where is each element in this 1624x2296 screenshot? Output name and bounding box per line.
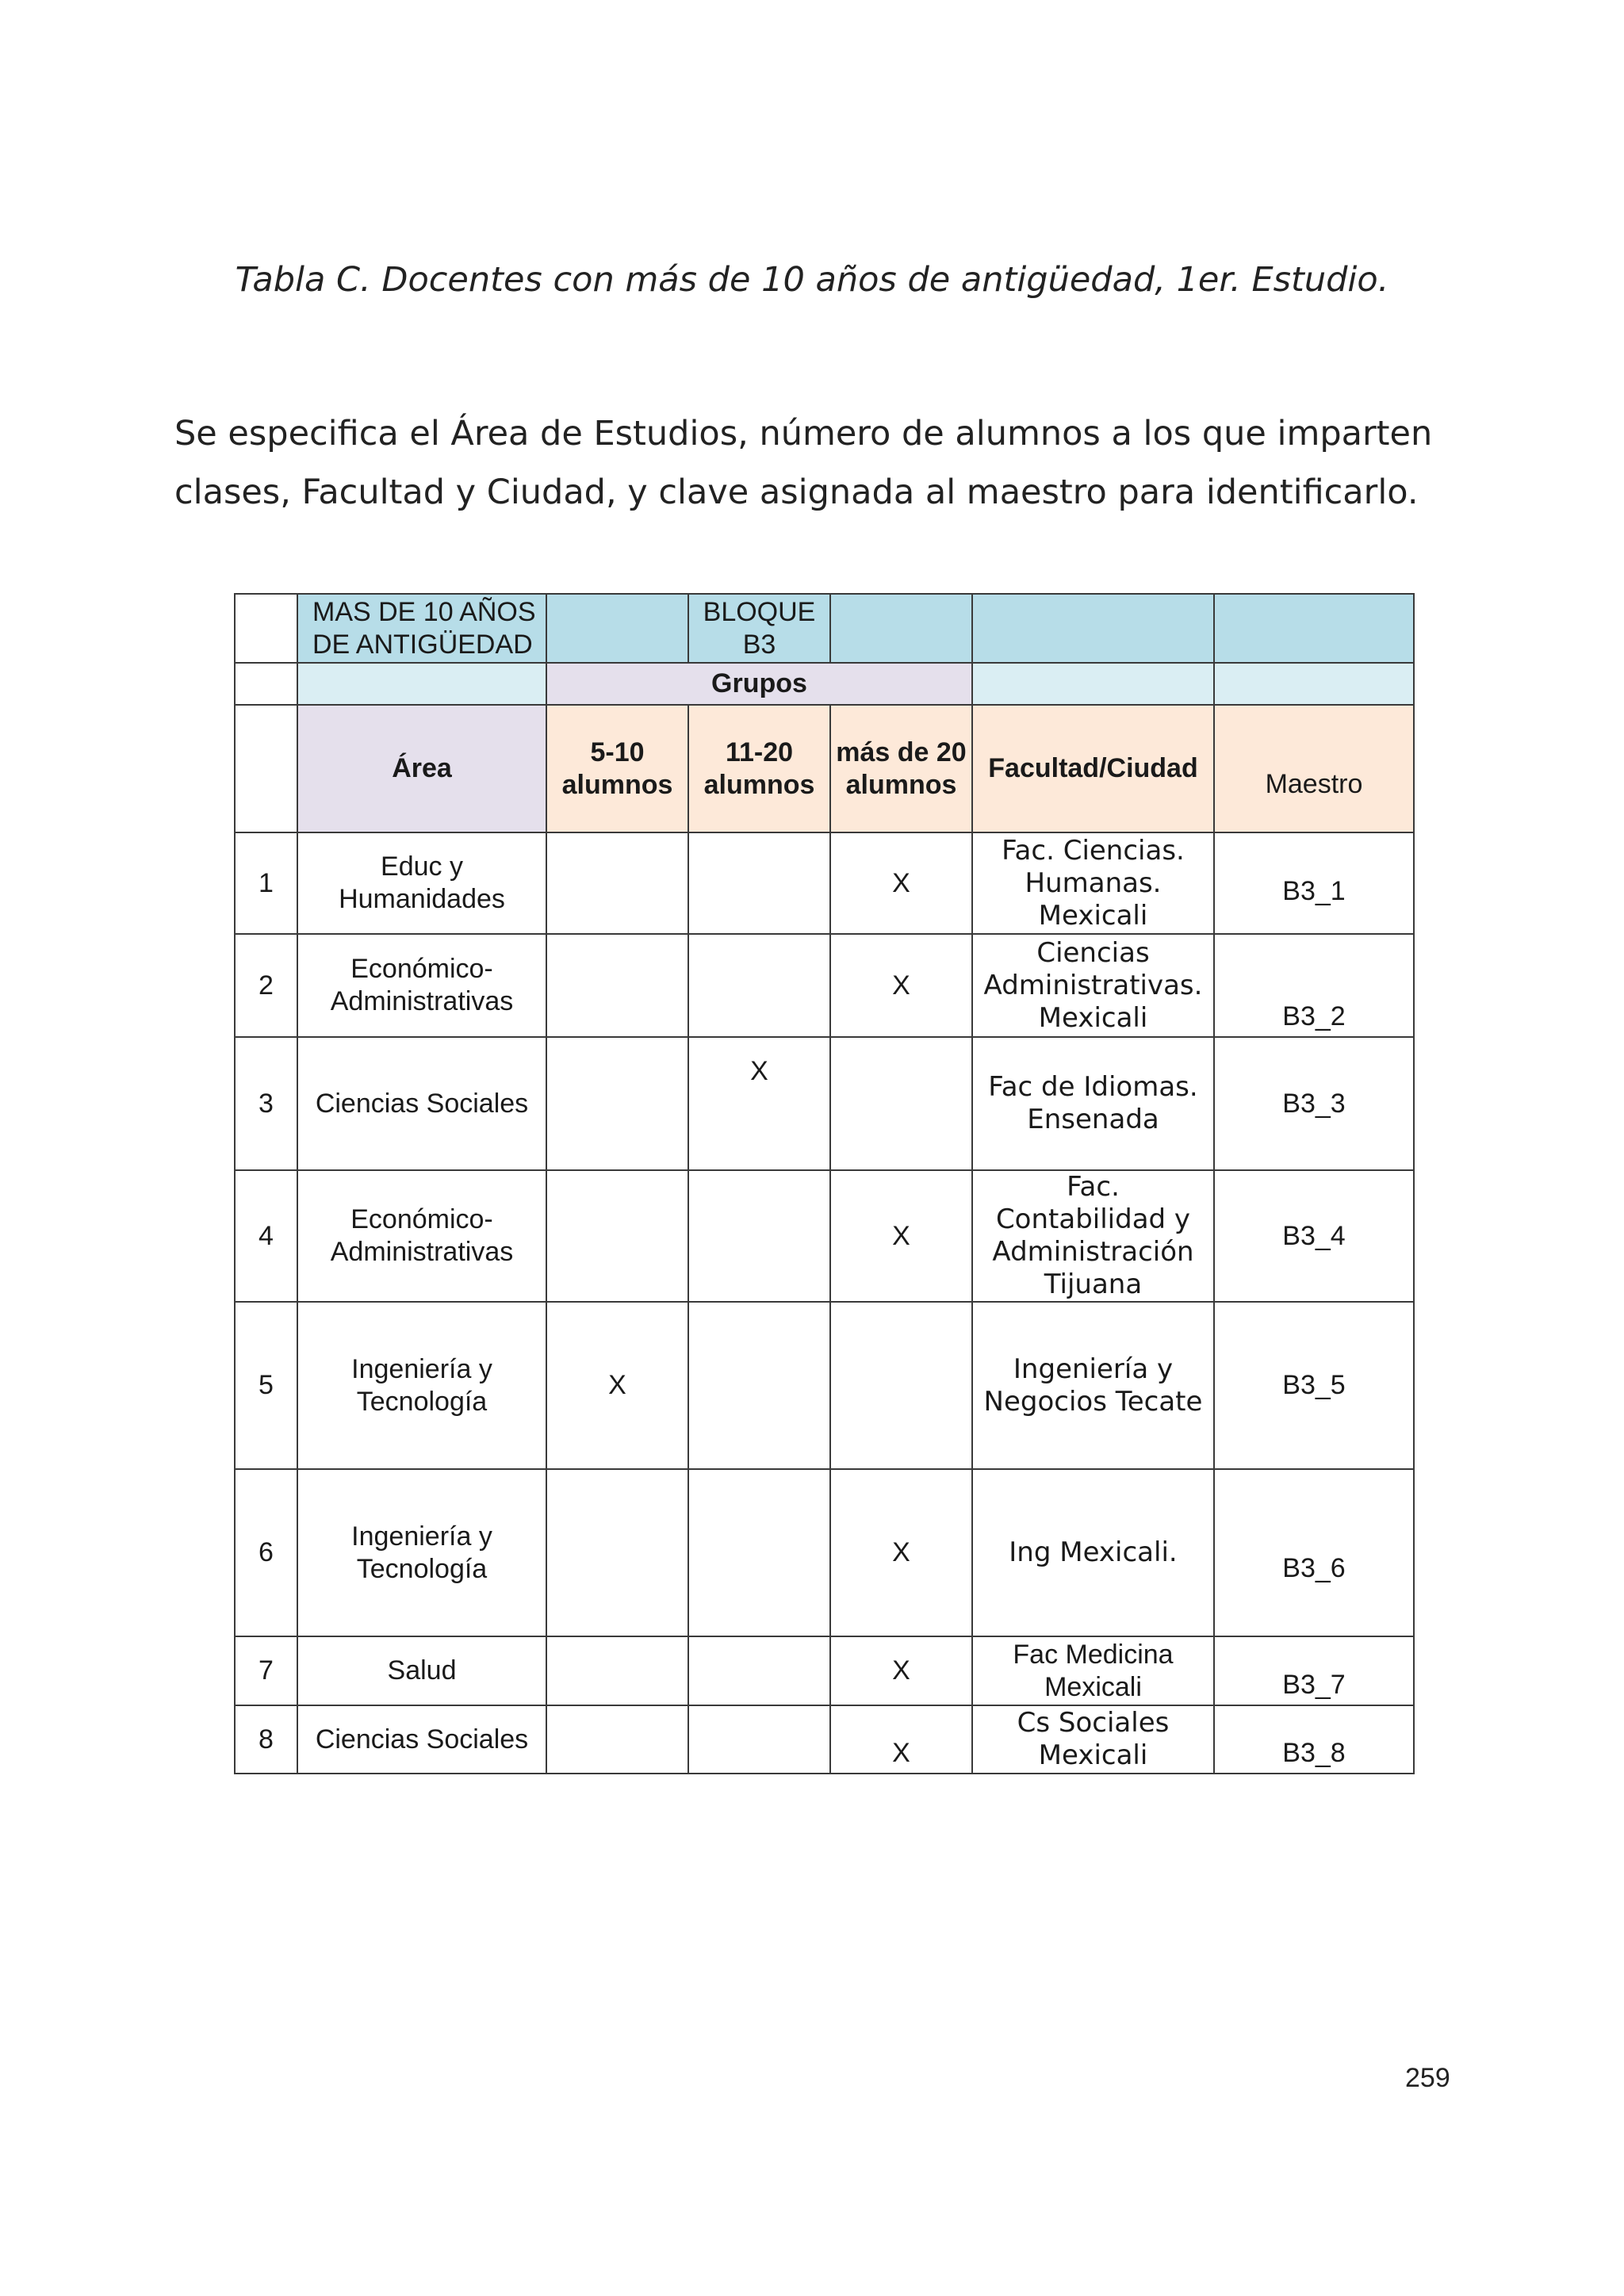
row-number: 7 [235, 1636, 297, 1705]
header-maestro: Maestro [1214, 705, 1414, 832]
group-5-10-cell: X [546, 1302, 688, 1469]
facultad-cell: Ing Mexicali. [972, 1469, 1214, 1636]
empty-header-cell [1214, 663, 1414, 705]
group-mas-de-20-cell: X [830, 1469, 972, 1636]
intro-paragraph: Se especifica el Área de Estudios, número de alumnos a los que imparten clases, Facultad y Ciudad, y clave asignada al maestro para identificarlo. [174, 414, 1433, 512]
table-row [235, 1302, 1414, 1469]
group-mas-de-20-cell: X [830, 934, 972, 1037]
group-11-20-cell: X [688, 1037, 830, 1170]
area-cell: Salud [297, 1636, 546, 1705]
maestro-cell: B3_5 [1214, 1302, 1414, 1469]
row-number: 4 [235, 1170, 297, 1302]
top-label: MAS DE 10 AÑOS DE ANTIGÜEDAD [297, 594, 546, 663]
group-11-20-cell [688, 934, 830, 1037]
area-cell: Ciencias Sociales [297, 1037, 546, 1170]
header-11-20: 11-20 alumnos [688, 705, 830, 832]
header-area: Área [297, 705, 546, 832]
group-mas-de-20-cell [830, 1302, 972, 1469]
maestro-cell: B3_2 [1214, 934, 1414, 1037]
group-11-20-cell [688, 1302, 830, 1469]
facultad-cell: Cs Sociales Mexicali [972, 1705, 1214, 1774]
table-group-row [235, 663, 1414, 705]
group-11-20-cell [688, 1469, 830, 1636]
table-row [235, 1469, 1414, 1636]
block-label: BLOQUE B3 [688, 594, 830, 663]
corner-cell [235, 663, 297, 705]
facultad-cell: Fac Medicina Mexicali [972, 1636, 1214, 1705]
header-facultad-ciudad: Facultad/Ciudad [972, 705, 1214, 832]
area-cell: Económico-Administrativas [297, 934, 546, 1037]
facultad-cell: Ciencias Administrativas. Mexicali [972, 934, 1214, 1037]
groups-label: Grupos [546, 663, 972, 705]
header-5-10: 5-10 alumnos [546, 705, 688, 832]
group-mas-de-20-cell [830, 1037, 972, 1170]
table-row [235, 832, 1414, 934]
group-mas-de-20-cell: X [830, 1636, 972, 1705]
table-row [235, 1636, 1414, 1705]
group-11-20-cell [688, 1636, 830, 1705]
maestro-cell: B3_4 [1214, 1170, 1414, 1302]
maestro-cell: B3_8 [1214, 1705, 1414, 1774]
facultad-cell: Fac. Ciencias. Humanas. Mexicali [972, 832, 1214, 934]
group-5-10-cell [546, 1469, 688, 1636]
empty-header-cell [297, 663, 546, 705]
area-cell: Ingeniería y Tecnología [297, 1302, 546, 1469]
group-mas-de-20-cell: X [830, 1705, 972, 1774]
area-cell: Educ y Humanidades [297, 832, 546, 934]
table-row [235, 1170, 1414, 1302]
area-cell: Ciencias Sociales [297, 1705, 546, 1774]
group-5-10-cell [546, 832, 688, 934]
data-table [234, 593, 1415, 1774]
group-5-10-cell [546, 1705, 688, 1774]
corner-cell [235, 705, 297, 832]
page-number: 259 [1405, 2063, 1450, 2093]
empty-header-cell [972, 663, 1214, 705]
header-mas-de-20: más de 20 alumnos [830, 705, 972, 832]
group-5-10-cell [546, 1170, 688, 1302]
empty-header-cell [830, 594, 972, 663]
group-5-10-cell [546, 1037, 688, 1170]
row-number: 3 [235, 1037, 297, 1170]
corner-cell [235, 594, 297, 663]
group-mas-de-20-cell: X [830, 832, 972, 934]
table-caption: Tabla C. Docentes con más de 10 años de antigüedad, 1er. Estudio. [235, 260, 1389, 300]
group-11-20-cell [688, 1705, 830, 1774]
table-row [235, 934, 1414, 1037]
facultad-cell: Ingeniería y Negocios Tecate [972, 1302, 1214, 1469]
table-row [235, 1705, 1414, 1774]
area-cell: Ingeniería y Tecnología [297, 1469, 546, 1636]
table-row [235, 1037, 1414, 1170]
maestro-cell: B3_1 [1214, 832, 1414, 934]
table-column-header-row [235, 705, 1414, 832]
maestro-cell: B3_6 [1214, 1469, 1414, 1636]
row-number: 2 [235, 934, 297, 1037]
empty-header-cell [972, 594, 1214, 663]
maestro-cell: B3_7 [1214, 1636, 1414, 1705]
group-5-10-cell [546, 934, 688, 1037]
row-number: 6 [235, 1469, 297, 1636]
facultad-cell: Fac de Idiomas. Ensenada [972, 1037, 1214, 1170]
group-11-20-cell [688, 832, 830, 934]
group-mas-de-20-cell: X [830, 1170, 972, 1302]
row-number: 1 [235, 832, 297, 934]
maestro-cell: B3_3 [1214, 1037, 1414, 1170]
row-number: 8 [235, 1705, 297, 1774]
empty-header-cell [1214, 594, 1414, 663]
group-11-20-cell [688, 1170, 830, 1302]
group-5-10-cell [546, 1636, 688, 1705]
facultad-cell: Fac. Contabilidad y Administración Tijuana [972, 1170, 1214, 1302]
table-top-header-row [235, 594, 1414, 663]
row-number: 5 [235, 1302, 297, 1469]
area-cell: Económico-Administrativas [297, 1170, 546, 1302]
empty-header-cell [546, 594, 688, 663]
